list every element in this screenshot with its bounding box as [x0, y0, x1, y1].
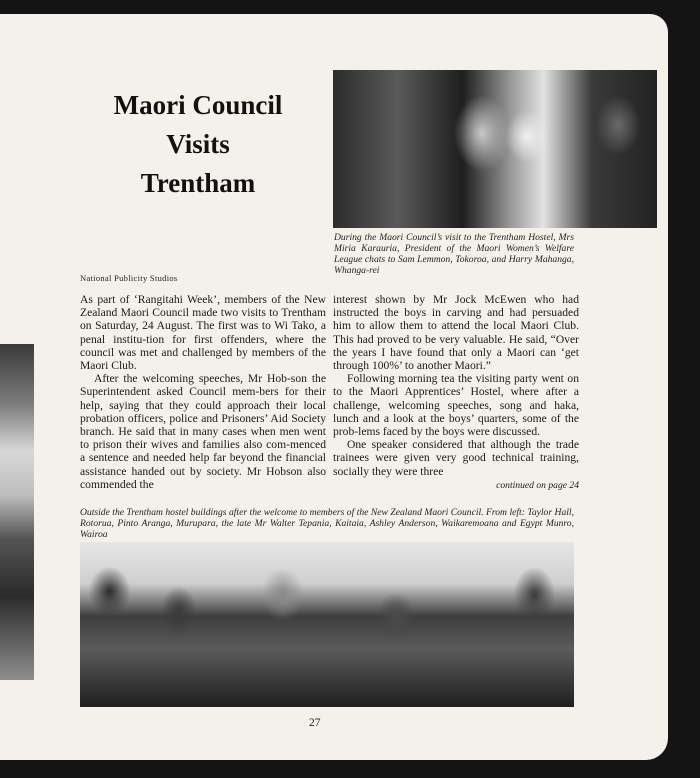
title-line-1: Maori Council	[113, 90, 283, 120]
paragraph: After the welcoming speeches, Mr Hob-son the Superintendent asked Council mem-bers for their help, saying that they could approach their local probation officers, police and Prisoners’ Aid Society branch. He said that in many cases when men went to prison their wives and families also com-menced a sentence and needed help far beyond the financial assistance handed out by society. Mr Hobson also commended the	[80, 372, 326, 491]
bottom-photo-caption: Outside the Trentham hostel buildings after the welcome to members of the New Zealand Maori Council. From left: Taylor Hall, Rotorua, Pinto Aranga, Murupara, the late Mr Walter Tepania, Kaitaia, Ashley Anderson, Waikaremoana and Egypt Munro, Wairoa	[80, 507, 574, 540]
paragraph: interest shown by Mr Jock McEwen who had instructed the boys in carving and had persuaded him to allow them to attend the local Maori Club. This had proved to be very valuable. He said, “Over the years I have found that only a Maori can ‘get through 100%’ to another Maori.”	[333, 293, 579, 373]
continued-note: continued on page 24	[496, 479, 579, 491]
magazine-page	[0, 14, 668, 760]
text-column-2	[333, 293, 579, 492]
adjacent-page-photo	[0, 344, 34, 680]
paragraph: One speaker considered that although the trade trainees were given very good technical training, socially they were three	[333, 438, 579, 478]
paragraph: Following morning tea the visiting party went on to the Maori Apprentices’ Hostel, where after a challenge, welcoming speeches, song and haka, lunch and a look at the boys’ quarters, some of the prob-lems faced by the boys were discussed.	[333, 372, 579, 439]
paragraph: As part of ‘Rangitahi Week’, members of the New Zealand Maori Council made two visits to Trentham on Saturday, 24 August. The first was to Wi Tako, a penal institu-tion for first offenders, where the council was met and challenged by members of the Maori Club.	[80, 293, 326, 373]
article-title	[78, 86, 318, 203]
group-photo	[80, 542, 574, 707]
photo-credit: National Publicity Studios	[80, 273, 178, 283]
title-line-3: Trentham	[140, 168, 256, 198]
title-line-2: Visits	[166, 129, 230, 159]
council-visit-photo	[333, 70, 657, 228]
top-photo-caption: During the Maori Council’s visit to the Trentham Hostel, Mrs Miria Karauria, President of the Maori Women’s Welfare League chats to Sam Lemmon, Tokoroa, and Harry Mahanga, Whanga-rei	[334, 232, 574, 276]
page-number: 27	[309, 717, 321, 729]
text-column-1	[80, 293, 326, 491]
